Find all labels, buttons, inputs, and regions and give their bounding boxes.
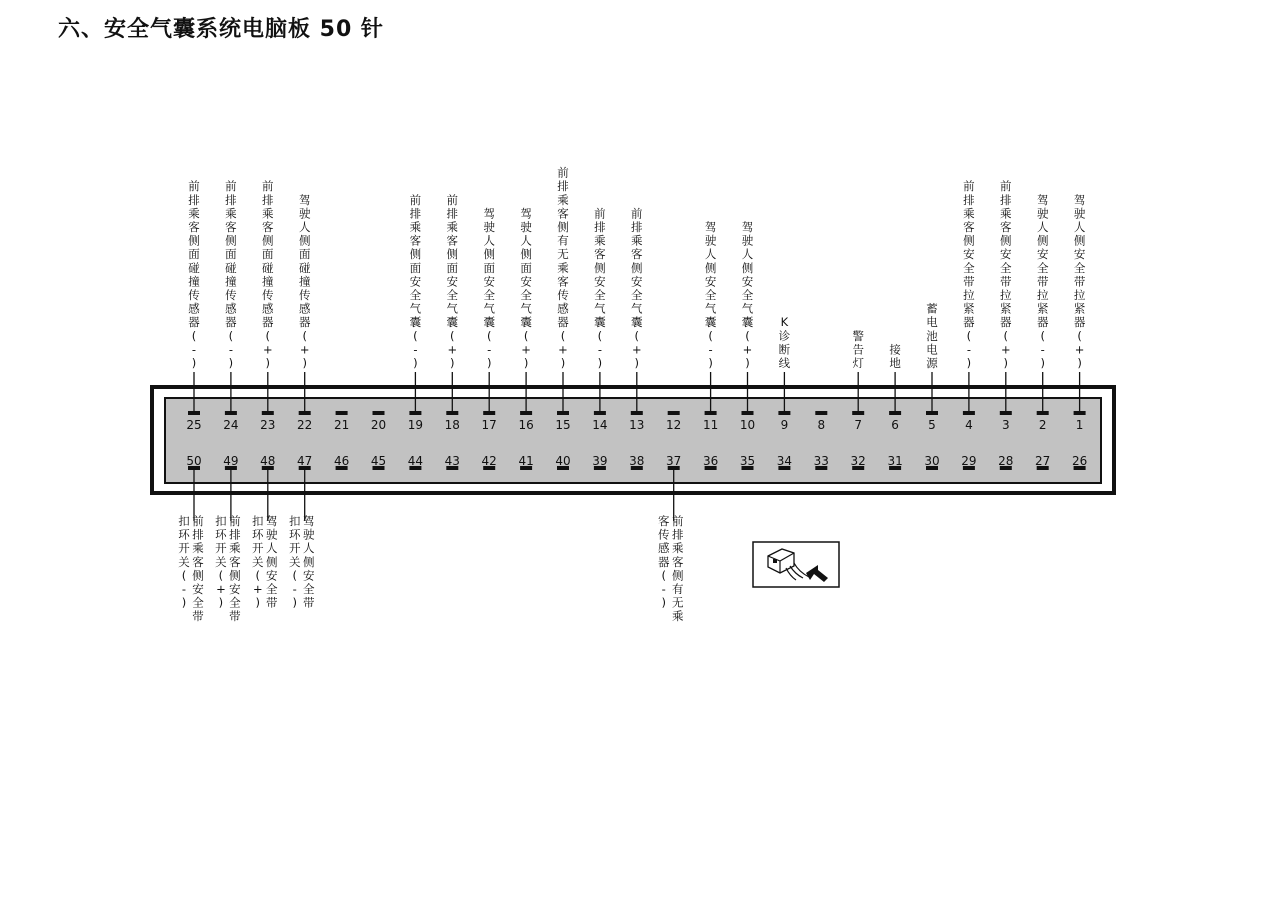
pin-number: 15 [555, 418, 571, 432]
pin-label: 扣环开关( -) [178, 514, 190, 610]
pin-label: 驾驶人侧安全气囊 [704, 220, 717, 330]
pin-number: 35 [739, 454, 756, 468]
pin-label: 前排乘客侧面安全气囊 [409, 192, 422, 330]
pin-label: ( + ) [631, 328, 642, 370]
pin-terminal [336, 411, 348, 415]
pin-label: 诊断线 [778, 328, 791, 370]
pin-number: 40 [555, 454, 571, 468]
pin-number: 9 [780, 418, 789, 432]
pin-label: 扣环开关( + ) [252, 514, 264, 610]
pin-number: 44 [407, 454, 424, 468]
pin-label: ( -) [191, 328, 197, 370]
pin-label: ( + ) [447, 328, 458, 370]
pin-terminal [1074, 411, 1086, 415]
pin-label: 前排乘客侧安全带 [229, 514, 241, 624]
pin-number: 12 [666, 418, 682, 432]
pin-number: 42 [481, 454, 497, 468]
pin-number: 45 [370, 454, 387, 468]
pin-number: 29 [961, 454, 977, 468]
pin-terminal [520, 411, 532, 415]
pin-label: 前排乘客侧有无乘 [671, 514, 684, 624]
pin-number: 5 [928, 418, 936, 432]
pin-label: ( -) [708, 328, 713, 370]
pin-number: 10 [739, 418, 756, 432]
pin-terminal [1000, 411, 1012, 415]
pin-label: ( + ) [521, 328, 531, 370]
pin-terminal [188, 411, 200, 415]
pin-number: 2 [1038, 418, 1047, 432]
pin-number: 33 [813, 454, 829, 468]
pin-number: 20 [370, 418, 387, 432]
pin-label: 前排乘客侧安全气囊 [594, 206, 606, 330]
pin-label: 驾驶人侧面碰撞传感器 [298, 192, 311, 330]
pin-number: 19 [407, 418, 424, 432]
pin-terminal [483, 411, 495, 415]
pin-terminal [778, 411, 790, 415]
pin-number: 8 [817, 418, 826, 432]
pin-number: 48 [260, 454, 276, 468]
pin-label: 驾驶人侧面安全气囊 [483, 206, 495, 330]
pin-terminal [594, 411, 606, 415]
pin-number: 4 [965, 418, 973, 432]
pin-label: 蓄电池电源 [926, 301, 938, 370]
pin-terminal [262, 411, 274, 415]
pin-number: 3 [1001, 418, 1010, 432]
pin-number: 16 [518, 418, 534, 432]
pin-label: 接地 [889, 342, 901, 370]
pin-label: ( -) [486, 328, 492, 370]
pin-label: 前排乘客侧面碰撞传感器 [188, 179, 200, 330]
pin-label: 前排乘客侧面安全气囊 [446, 192, 459, 330]
pin-number: 27 [1035, 454, 1051, 468]
pin-number: 18 [444, 418, 460, 432]
pin-label: 驾驶人侧安全气囊 [741, 220, 754, 330]
pin-terminal [225, 411, 237, 415]
pin-number: 24 [223, 418, 239, 432]
pin-terminal [668, 411, 680, 415]
pin-number: 6 [891, 418, 899, 432]
pin-terminal [299, 411, 311, 415]
pin-number: 11 [702, 418, 719, 432]
pin-label: 前排乘客侧安全气囊 [631, 206, 643, 330]
pin-number: 36 [702, 454, 719, 468]
pin-label: 警告灯 [852, 328, 864, 370]
pin-terminal [373, 411, 385, 415]
pin-number: 47 [297, 454, 313, 468]
pin-label: 前排乘客侧安全带 [192, 514, 204, 624]
pin-number: 23 [260, 418, 276, 432]
pin-terminal [926, 411, 938, 415]
pin-number: 14 [592, 418, 608, 432]
pin-label: ( + ) [1000, 328, 1011, 370]
pin-label: 驾驶人侧安全带 [302, 514, 315, 610]
pin-terminal [889, 411, 901, 415]
pin-terminal [409, 411, 421, 415]
pin-number: 37 [666, 454, 682, 468]
pin-number: 50 [186, 454, 202, 468]
pin-label: ( + ) [299, 328, 310, 370]
pin-number: 43 [444, 454, 460, 468]
pin-label: 客传感器( -) [657, 514, 670, 610]
pin-number: 39 [592, 454, 608, 468]
pin-number: 26 [1071, 454, 1088, 468]
pin-number: 13 [629, 418, 645, 432]
pin-label: ( -) [413, 328, 418, 370]
pin-label: 前排乘客侧面碰撞传感器 [262, 179, 274, 330]
pin-label: 扣环开关( -) [288, 514, 301, 610]
pin-label: 前排乘客侧安全带拉紧器 [1000, 179, 1012, 330]
pin-label: 扣环开关( + ) [215, 514, 227, 610]
pin-label: 前排乘客侧有无乘客传感器 [557, 165, 569, 330]
pin-label: 驾驶人侧安全带 [266, 514, 278, 610]
pin-number: 7 [854, 418, 863, 432]
pin-label: ( -) [228, 328, 234, 370]
pin-label: ( + ) [742, 328, 753, 370]
pin-number: 32 [850, 454, 866, 468]
pin-number: 49 [223, 454, 239, 468]
pin-label: ( -) [597, 328, 603, 370]
pin-number: 1 [1075, 418, 1084, 432]
pin-number: 41 [518, 454, 534, 468]
pin-terminal [705, 411, 717, 415]
pin-terminal [963, 411, 975, 415]
pin-number: 21 [333, 418, 350, 432]
pin-label: K [780, 315, 789, 330]
pin-label: 驾驶人侧面安全气囊 [520, 206, 532, 330]
pin-terminal [631, 411, 643, 415]
pin-label: ( -) [1040, 328, 1045, 370]
pin-number: 34 [776, 454, 793, 468]
pin-number: 17 [481, 418, 497, 432]
pin-number: 30 [924, 454, 940, 468]
pin-number: 46 [333, 454, 350, 468]
pin-label: 前排乘客侧面碰撞传感器 [225, 179, 237, 330]
pin-label: ( + ) [1074, 328, 1085, 370]
pin-number: 25 [186, 418, 202, 432]
pin-terminal [742, 411, 754, 415]
pin-terminal [446, 411, 458, 415]
pin-terminal [815, 411, 827, 415]
page-title: 六、安全气囊系统电脑板 50 针 [58, 17, 384, 42]
pin-label: 驾驶人侧安全带拉紧器 [1036, 192, 1049, 330]
pin-number: 31 [887, 454, 903, 468]
connector-body [165, 398, 1101, 483]
pin-number: 28 [998, 454, 1014, 468]
pin-label: ( + ) [558, 328, 568, 370]
pin-terminal [852, 411, 864, 415]
pin-label: 前排乘客侧安全带拉紧器 [963, 179, 975, 330]
pin-label: ( -) [966, 328, 972, 370]
pin-label: 驾驶人侧安全带拉紧器 [1073, 192, 1086, 330]
pin-label: ( + ) [262, 328, 273, 370]
connector-view-arrow-icon [753, 542, 839, 587]
pin-number: 38 [629, 454, 645, 468]
pin-terminal [557, 411, 569, 415]
pin-number: 22 [297, 418, 313, 432]
pin-terminal [1037, 411, 1049, 415]
